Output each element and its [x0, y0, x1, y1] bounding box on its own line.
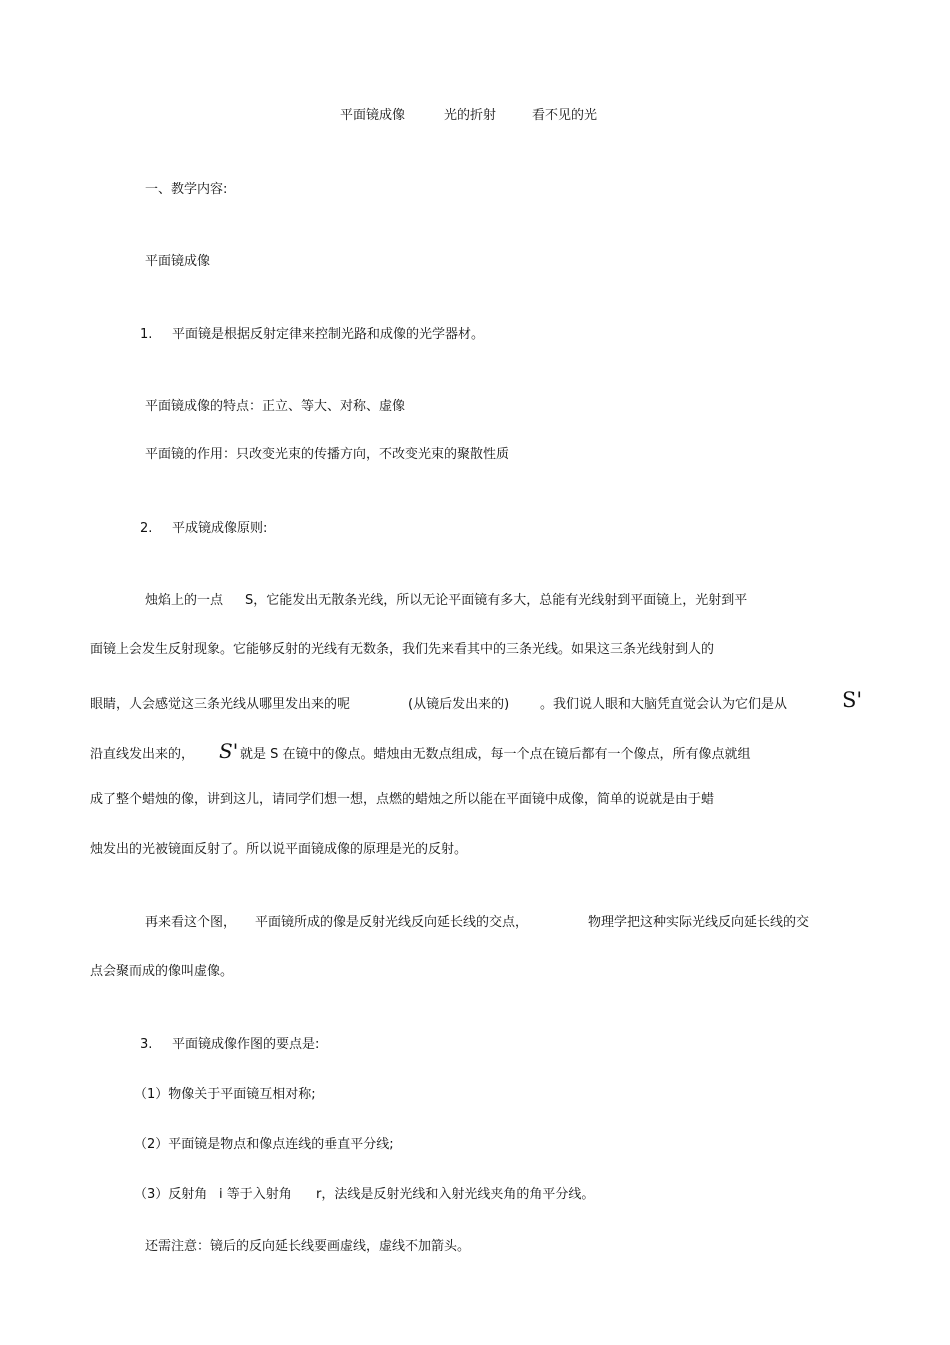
item-1-text: 平面镜是根据反射定律来控制光路和成像的光学器材。	[172, 327, 485, 342]
title-part-1: 平面镜成像	[340, 108, 406, 123]
point-2: （2）平面镜是物点和像点连线的垂直平分线;	[134, 1137, 394, 1152]
title-part-2: 光的折射	[444, 108, 497, 123]
image-point-inline-symbol: S'	[219, 739, 239, 763]
item-1-number: 1.	[140, 327, 153, 342]
para1-line6: 烛发出的光被镜面反射了。所以说平面镜成像的原理是光的反射。	[90, 842, 468, 857]
para2-line1-c: 物理学把这种实际光线反向延长线的交	[588, 915, 810, 930]
section-heading: 一、教学内容:	[145, 182, 228, 197]
subheading: 平面镜成像	[145, 254, 211, 269]
item-3-text: 平面镜成像作图的要点是:	[172, 1037, 320, 1052]
para1-line3-c: 。我们说人眼和大脑凭直觉会认为它们是从	[540, 697, 788, 712]
para1-line3-a: 眼睛，人会感觉这三条光线从哪里发出来的呢	[90, 697, 351, 712]
para1-line1-b: S，它能发出无散条光线，所以无论平面镜有多大，总能有光线射到平面镜上，光射到平	[245, 593, 748, 608]
point-3-a: （3）反射角	[134, 1187, 208, 1202]
para1-line1-a: 烛焰上的一点	[145, 593, 224, 608]
item-3-number: 3.	[140, 1037, 153, 1052]
note-line: 还需注意：镜后的反向延长线要画虚线，虚线不加箭头。	[145, 1239, 471, 1254]
point-1: （1）物像关于平面镜互相对称;	[134, 1087, 316, 1102]
title-part-3: 看不见的光	[532, 108, 598, 123]
para1-line4-a: 沿直线发出来的，	[90, 747, 195, 762]
para1-line3-b: (从镜后发出来的)	[408, 697, 510, 712]
function-line: 平面镜的作用：只改变光束的传播方向，不改变光束的聚散性质	[145, 447, 510, 462]
image-point-symbol: S'	[842, 688, 863, 712]
para2-line2: 点会聚而成的像叫虚像。	[90, 964, 234, 979]
para1-line4-b: 就是 S 在镜中的像点。蜡烛由无数点组成，每一个点在镜后都有一个像点，所有像点就组	[240, 747, 751, 762]
para1-line5: 成了整个蜡烛的像，讲到这儿，请同学们想一想，点燃的蜡烛之所以能在平面镜中成像，简单的说就是由于蜡	[90, 792, 715, 807]
item-2-text: 平成镜成像原则:	[172, 521, 268, 536]
point-3-b: i 等于入射角	[219, 1187, 292, 1202]
item-2-number: 2.	[140, 521, 153, 536]
features-line: 平面镜成像的特点：正立、等大、对称、虚像	[145, 399, 406, 414]
point-3-c: r，法线是反射光线和入射光线夹角的角平分线。	[316, 1187, 595, 1202]
para2-line1-a: 再来看这个图，	[145, 915, 237, 930]
para1-line2: 面镜上会发生反射现象。它能够反射的光线有无数条，我们先来看其中的三条光线。如果这三条光线射到人的	[90, 642, 715, 657]
para2-line1-b: 平面镜所成的像是反射光线反向延长线的交点，	[255, 915, 529, 930]
